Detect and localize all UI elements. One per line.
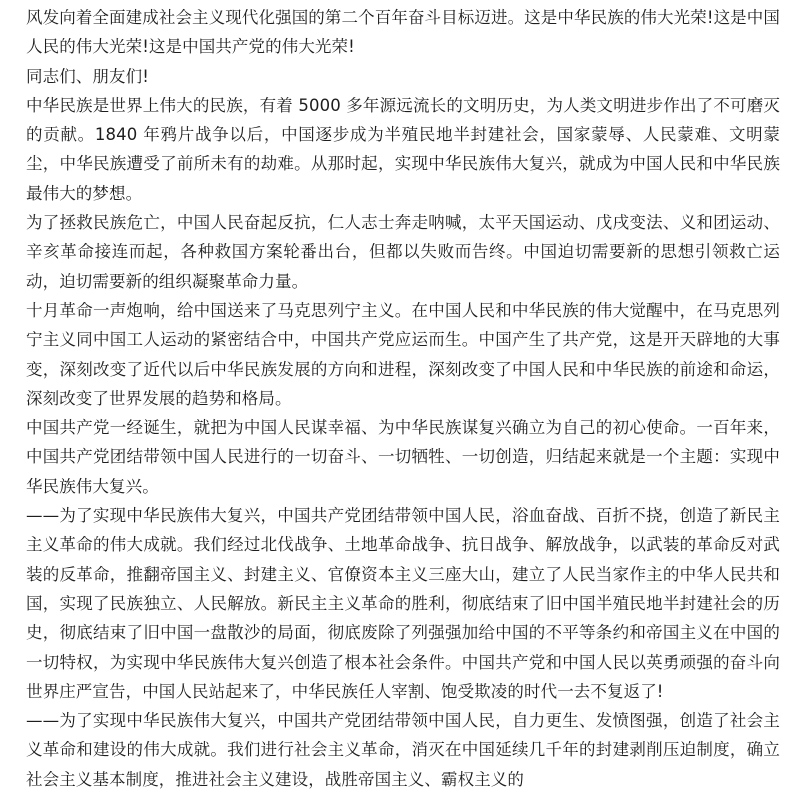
paragraph-1: 风发向着全面建成社会主义现代化强国的第二个百年奋斗目标迈进。这是中华民族的伟大光荣!这是中国人民的伟大光荣!这是中国共产党的伟大光荣! [26,8,780,57]
paragraph-2: 同志们、朋友们! [26,66,149,86]
paragraph-7: ——为了实现中华民族伟大复兴，中国共产党团结带领中国人民，浴血奋战、百折不挠，创造了新民主主义革命的伟大成就。我们经过北伐战争、土地革命战争、抗日战争、解放战争，以武装的革命反对武装的反革命，推翻帝国主义、封建主义、官僚资本主义三座大山，建立了人民当家作主的中华人民共和国，实现了民族独立、人民解放。新民主主义革命的胜利，彻底结束了旧中国半殖民地半封建社会的历史，彻底结束了旧中国一盘散沙的局面，彻底废除了列强强加给中国的不平等条约和帝国主义在中国的一切特权，为实现中华民族伟大复兴创造了根本社会条件。中国共产党和中国人民以英勇顽强的奋斗向世界庄严宣告，中国人民站起来了，中华民族任人宰割、饱受欺凌的时代一去不复返了! [26,506,780,701]
paragraph-3: 中华民族是世界上伟大的民族，有着 5000 多年源远流长的文明历史，为人类文明进步作出了不可磨灭的贡献。1840 年鸦片战争以后，中国逐步成为半殖民地半封建社会，国家蒙辱、人民蒙难、文明蒙尘，中华民族遭受了前所未有的劫难。从那时起，实现中华民族伟大复兴，就成为中国人民和中华民族最伟大的梦想。 [26,95,780,203]
paragraph-5: 十月革命一声炮响，给中国送来了马克思列宁主义。在中国人民和中华民族的伟大觉醒中，在马克思列宁主义同中国工人运动的紧密结合中，中国共产党应运而生。中国产生了共产党，这是开天辟地的大事变，深刻改变了近代以后中华民族发展的方向和进程，深刻改变了中国人民和中华民族的前途和命运，深刻改变了世界发展的趋势和格局。 [26,300,780,408]
paragraph-8: ——为了实现中华民族伟大复兴，中国共产党团结带领中国人民，自力更生、发愤图强，创造了社会主义革命和建设的伟大成就。我们进行社会主义革命，消灭在中国延续几千年的封建剥削压迫制度，确立社会主义基本制度，推进社会主义建设，战胜帝国主义、霸权主义的 [26,711,780,789]
paragraph-4: 为了拯救民族危亡，中国人民奋起反抗，仁人志士奔走呐喊，太平天国运动、戊戌变法、义和团运动、辛亥革命接连而起，各种救国方案轮番出台，但都以失败而告终。中国迫切需要新的思想引领救亡运动，迫切需要新的组织凝聚革命力量。 [26,213,780,291]
paragraph-6: 中国共产党一经诞生，就把为中国人民谋幸福、为中华民族谋复兴确立为自己的初心使命。一百年来，中国共产党团结带领中国人民进行的一切奋斗、一切牺牲、一切创造，归结起来就是一个主题：实现中华民族伟大复兴。 [26,418,780,496]
